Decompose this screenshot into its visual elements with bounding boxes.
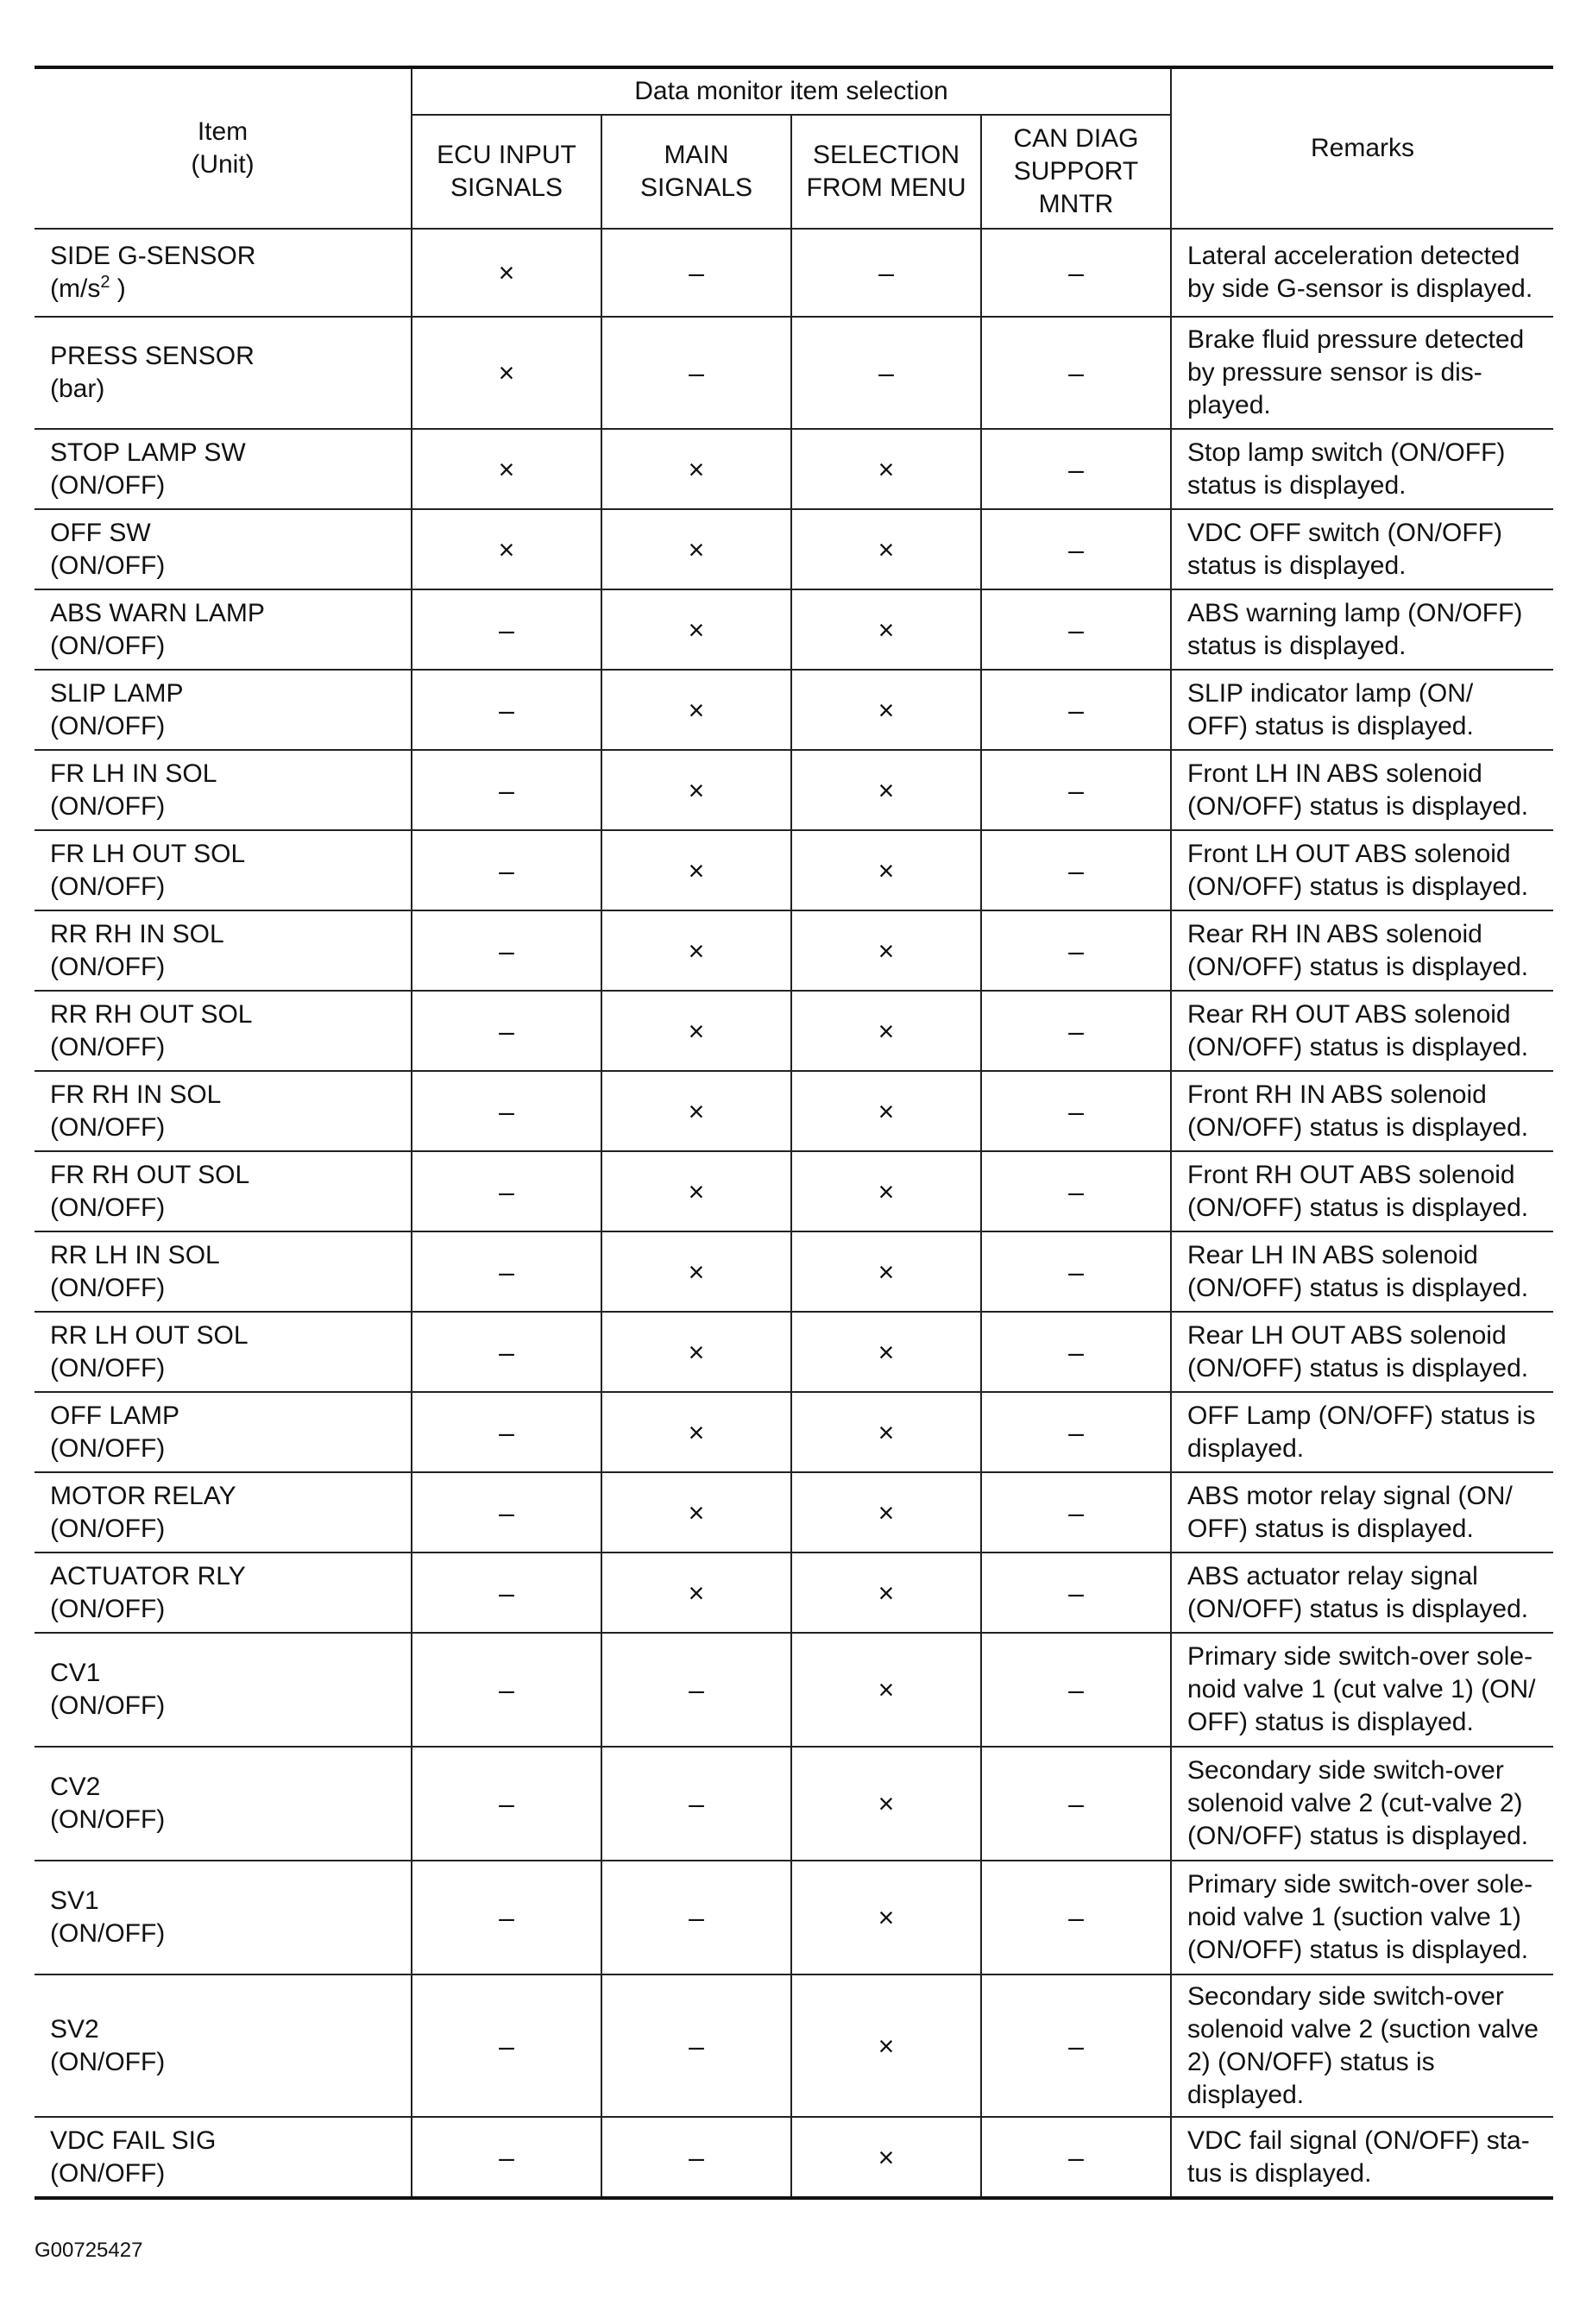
row-remark: ABS warning lamp (ON/OFF) status is displayed.	[1171, 589, 1553, 670]
row-remark: SLIP indicator lamp (ON/ OFF) status is displayed.	[1171, 670, 1553, 750]
can-diag-mark: –	[981, 1472, 1171, 1552]
selection-menu-mark: ×	[791, 1861, 981, 1974]
selection-menu-mark: ×	[791, 1392, 981, 1472]
row-remark: VDC fail signal (ON/OFF) sta- tus is displayed.	[1171, 2117, 1553, 2198]
can-diag-mark: –	[981, 509, 1171, 589]
ecu-input-mark: –	[412, 991, 601, 1071]
header-remarks: Remarks	[1171, 67, 1553, 229]
main-signals-mark: –	[601, 1861, 791, 1974]
header-unit-label: (Unit)	[191, 150, 255, 179]
main-signals-mark: –	[601, 1974, 791, 2117]
selection-menu-mark: ×	[791, 1472, 981, 1552]
row-remark: OFF Lamp (ON/OFF) status is displayed.	[1171, 1392, 1553, 1472]
header-can-diag-support-mntr: CAN DIAG SUPPORT MNTR	[981, 115, 1171, 229]
selection-menu-mark: ×	[791, 1231, 981, 1312]
row-item: OFF SW (ON/OFF)	[35, 509, 412, 589]
table-row	[35, 1552, 1553, 1633]
can-diag-mark: –	[981, 1747, 1171, 1861]
table-row	[35, 1312, 1553, 1392]
ecu-input-mark: –	[412, 1974, 601, 2117]
header-row-group	[35, 67, 1553, 115]
row-item: FR LH IN SOL (ON/OFF)	[35, 750, 412, 830]
can-diag-mark: –	[981, 1392, 1171, 1472]
row-remark: Primary side switch-over sole- noid valve 1 (suction valve 1) (ON/OFF) status is displayed.	[1171, 1861, 1553, 1974]
row-remark: Front LH OUT ABS solenoid (ON/OFF) status is displayed.	[1171, 830, 1553, 910]
main-signals-mark: ×	[601, 1472, 791, 1552]
main-signals-mark: ×	[601, 991, 791, 1071]
table-row	[35, 1231, 1553, 1312]
main-signals-mark: ×	[601, 589, 791, 670]
can-diag-mark: –	[981, 1071, 1171, 1151]
table-row	[35, 750, 1553, 830]
main-signals-mark: –	[601, 1747, 791, 1861]
ecu-input-mark: –	[412, 1861, 601, 1974]
main-signals-mark: ×	[601, 670, 791, 750]
header-ecu-input-signals: ECU INPUT SIGNALS	[412, 115, 601, 229]
main-signals-mark: ×	[601, 509, 791, 589]
row-remark: Front RH OUT ABS solenoid (ON/OFF) status is displayed.	[1171, 1151, 1553, 1231]
main-signals-mark: ×	[601, 1151, 791, 1231]
table-row	[35, 1071, 1553, 1151]
selection-menu-mark: ×	[791, 991, 981, 1071]
main-signals-mark: ×	[601, 1071, 791, 1151]
selection-menu-mark: ×	[791, 1071, 981, 1151]
header-main-signals: MAIN SIGNALS	[601, 115, 791, 229]
selection-menu-mark: ×	[791, 1312, 981, 1392]
selection-menu-mark: –	[791, 229, 981, 317]
can-diag-mark: –	[981, 910, 1171, 991]
selection-menu-mark: ×	[791, 429, 981, 509]
row-remark: Rear RH OUT ABS solenoid (ON/OFF) status is displayed.	[1171, 991, 1553, 1071]
ecu-input-mark: –	[412, 1071, 601, 1151]
row-remark: Front RH IN ABS solenoid (ON/OFF) status is displayed.	[1171, 1071, 1553, 1151]
main-signals-mark: –	[601, 1633, 791, 1747]
row-item-name: SIDE G-SENSOR	[50, 242, 256, 270]
main-signals-mark: ×	[601, 429, 791, 509]
row-item: FR RH IN SOL (ON/OFF)	[35, 1071, 412, 1151]
table-row	[35, 317, 1553, 429]
can-diag-mark: –	[981, 2117, 1171, 2198]
figure-id-caption: G00725427	[35, 2239, 143, 2262]
row-remark: VDC OFF switch (ON/OFF) status is displayed.	[1171, 509, 1553, 589]
main-signals-mark: –	[601, 2117, 791, 2198]
table-row	[35, 429, 1553, 509]
can-diag-mark: –	[981, 1861, 1171, 1974]
ecu-input-mark: ×	[412, 317, 601, 429]
ecu-input-mark: ×	[412, 429, 601, 509]
row-remark: Primary side switch-over sole- noid valve 1 (cut valve 1) (ON/ OFF) status is displayed.	[1171, 1633, 1553, 1747]
selection-menu-mark: ×	[791, 1747, 981, 1861]
row-item: FR LH OUT SOL (ON/OFF)	[35, 830, 412, 910]
ecu-input-mark: ×	[412, 229, 601, 317]
ecu-input-mark: –	[412, 1747, 601, 1861]
main-signals-mark: ×	[601, 1231, 791, 1312]
table-row	[35, 509, 1553, 589]
row-item: RR RH IN SOL (ON/OFF)	[35, 910, 412, 991]
selection-menu-mark: ×	[791, 830, 981, 910]
can-diag-mark: –	[981, 670, 1171, 750]
ecu-input-mark: ×	[412, 509, 601, 589]
row-remark: Rear LH OUT ABS solenoid (ON/OFF) status is displayed.	[1171, 1312, 1553, 1392]
selection-menu-mark: ×	[791, 1151, 981, 1231]
header-data-monitor-selection: Data monitor item selection	[412, 67, 1171, 115]
row-item	[35, 229, 412, 317]
can-diag-mark: –	[981, 1633, 1171, 1747]
row-item-unit: ($m/s^2$ )	[50, 273, 126, 303]
can-diag-mark: –	[981, 830, 1171, 910]
can-diag-mark: –	[981, 317, 1171, 429]
can-diag-mark: –	[981, 1974, 1171, 2117]
row-item: RR LH OUT SOL (ON/OFF)	[35, 1312, 412, 1392]
row-item: SV2 (ON/OFF)	[35, 1974, 412, 2117]
main-signals-mark: –	[601, 317, 791, 429]
can-diag-mark: –	[981, 429, 1171, 509]
row-remark: Secondary side switch-over solenoid valve 2 (suction valve 2) (ON/OFF) status is displayed.	[1171, 1974, 1553, 2117]
selection-menu-mark: ×	[791, 1633, 981, 1747]
ecu-input-mark: –	[412, 2117, 601, 2198]
ecu-input-mark: –	[412, 589, 601, 670]
table-row	[35, 1861, 1553, 1974]
row-remark: Brake fluid pressure detected by pressure sensor is dis- played.	[1171, 317, 1553, 429]
selection-menu-mark: ×	[791, 1974, 981, 2117]
data-monitor-table	[35, 66, 1553, 2200]
can-diag-mark: –	[981, 1231, 1171, 1312]
row-remark: Front LH IN ABS solenoid (ON/OFF) status is displayed.	[1171, 750, 1553, 830]
ecu-input-mark: –	[412, 910, 601, 991]
main-signals-mark: ×	[601, 750, 791, 830]
table-row	[35, 589, 1553, 670]
can-diag-mark: –	[981, 1552, 1171, 1633]
main-signals-mark: ×	[601, 830, 791, 910]
row-item: PRESS SENSOR (bar)	[35, 317, 412, 429]
ecu-input-mark: –	[412, 830, 601, 910]
selection-menu-mark: –	[791, 317, 981, 429]
header-item-label: Item	[197, 117, 249, 146]
header-item	[35, 67, 412, 229]
main-signals-mark: ×	[601, 1552, 791, 1633]
row-item: CV1 (ON/OFF)	[35, 1633, 412, 1747]
can-diag-mark: –	[981, 229, 1171, 317]
table-row	[35, 910, 1553, 991]
row-remark: Stop lamp switch (ON/OFF) status is displayed.	[1171, 429, 1553, 509]
main-signals-mark: ×	[601, 1312, 791, 1392]
table-row	[35, 1472, 1553, 1552]
ecu-input-mark: –	[412, 1312, 601, 1392]
row-remark: ABS actuator relay signal (ON/OFF) status is displayed.	[1171, 1552, 1553, 1633]
row-item: SV1 (ON/OFF)	[35, 1861, 412, 1974]
main-signals-mark: –	[601, 229, 791, 317]
table-row	[35, 1151, 1553, 1231]
selection-menu-mark: ×	[791, 2117, 981, 2198]
ecu-input-mark: –	[412, 670, 601, 750]
row-remark: Secondary side switch-over solenoid valve 2 (cut-valve 2) (ON/OFF) status is displayed.	[1171, 1747, 1553, 1861]
row-item: RR RH OUT SOL (ON/OFF)	[35, 991, 412, 1071]
ecu-input-mark: –	[412, 1151, 601, 1231]
can-diag-mark: –	[981, 1312, 1171, 1392]
table-row	[35, 2117, 1553, 2198]
selection-menu-mark: ×	[791, 1552, 981, 1633]
row-item: STOP LAMP SW (ON/OFF)	[35, 429, 412, 509]
row-item: VDC FAIL SIG (ON/OFF)	[35, 2117, 412, 2198]
row-remark: Rear RH IN ABS solenoid (ON/OFF) status is displayed.	[1171, 910, 1553, 991]
can-diag-mark: –	[981, 589, 1171, 670]
selection-menu-mark: ×	[791, 910, 981, 991]
table-row	[35, 991, 1553, 1071]
main-signals-mark: ×	[601, 910, 791, 991]
ecu-input-mark: –	[412, 1633, 601, 1747]
selection-menu-mark: ×	[791, 589, 981, 670]
row-item: CV2 (ON/OFF)	[35, 1747, 412, 1861]
ecu-input-mark: –	[412, 1392, 601, 1472]
row-item: ABS WARN LAMP (ON/OFF)	[35, 589, 412, 670]
row-remark: Lateral acceleration detected by side G-sensor is displayed.	[1171, 229, 1553, 317]
selection-menu-mark: ×	[791, 509, 981, 589]
ecu-input-mark: –	[412, 1472, 601, 1552]
row-item: ACTUATOR RLY (ON/OFF)	[35, 1552, 412, 1633]
table-row	[35, 1747, 1553, 1861]
table-row	[35, 670, 1553, 750]
can-diag-mark: –	[981, 991, 1171, 1071]
row-item: MOTOR RELAY (ON/OFF)	[35, 1472, 412, 1552]
table-row	[35, 229, 1553, 317]
table-row	[35, 1392, 1553, 1472]
row-item: OFF LAMP (ON/OFF)	[35, 1392, 412, 1472]
row-item: FR RH OUT SOL (ON/OFF)	[35, 1151, 412, 1231]
can-diag-mark: –	[981, 1151, 1171, 1231]
data-monitor-table-sheet	[35, 66, 1553, 2200]
main-signals-mark: ×	[601, 1392, 791, 1472]
row-item: RR LH IN SOL (ON/OFF)	[35, 1231, 412, 1312]
row-remark: ABS motor relay signal (ON/ OFF) status is displayed.	[1171, 1472, 1553, 1552]
header-selection-from-menu: SELECTION FROM MENU	[791, 115, 981, 229]
row-remark: Rear LH IN ABS solenoid (ON/OFF) status is displayed.	[1171, 1231, 1553, 1312]
can-diag-mark: –	[981, 750, 1171, 830]
table-row	[35, 1974, 1553, 2117]
selection-menu-mark: ×	[791, 750, 981, 830]
table-row	[35, 830, 1553, 910]
selection-menu-mark: ×	[791, 670, 981, 750]
table-row	[35, 1633, 1553, 1747]
row-item: SLIP LAMP (ON/OFF)	[35, 670, 412, 750]
ecu-input-mark: –	[412, 1231, 601, 1312]
ecu-input-mark: –	[412, 750, 601, 830]
ecu-input-mark: –	[412, 1552, 601, 1633]
